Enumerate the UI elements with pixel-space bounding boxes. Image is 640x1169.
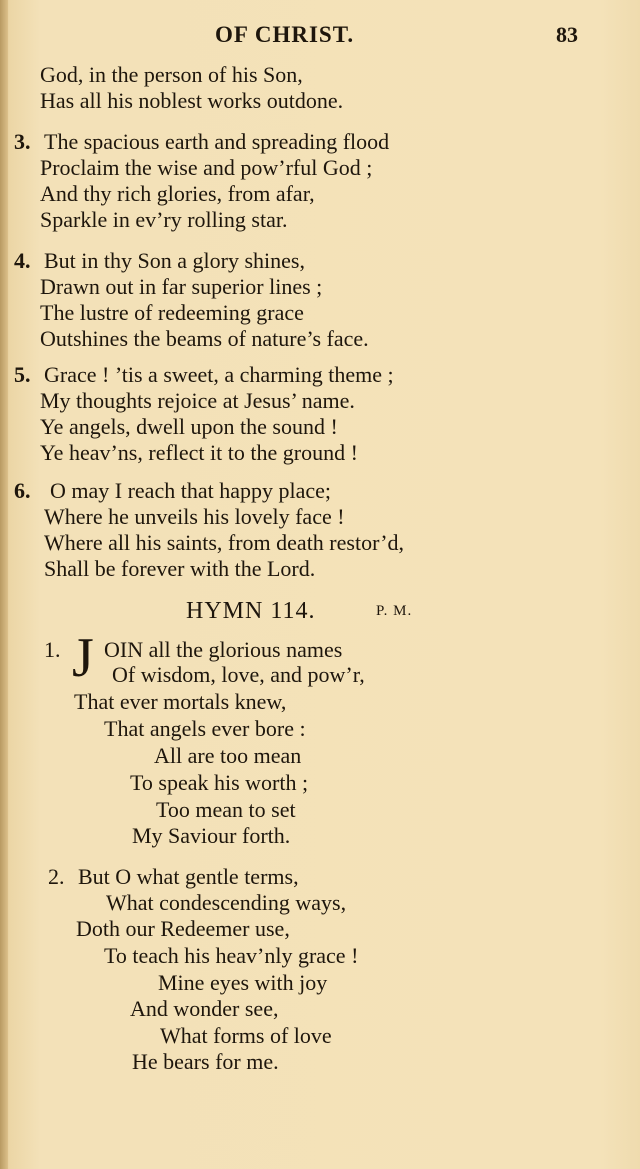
verse-line: OIN all the glorious names <box>104 637 343 662</box>
verse-line: O may I reach that happy place; <box>50 478 331 503</box>
verse-line: Of wisdom, love, and pow’r, <box>112 662 365 687</box>
verse-line: Ye angels, dwell upon the sound ! <box>40 414 338 439</box>
verse-line: Mine eyes with joy <box>158 970 328 995</box>
verse-line: But in thy Son a glory shines, <box>44 248 305 273</box>
verse-line: Doth our Redeemer use, <box>76 916 290 941</box>
hymn-title: HYMN 114. <box>186 598 316 624</box>
verse-line: That ever mortals knew, <box>74 689 287 714</box>
page-number: 83 <box>556 22 578 47</box>
drop-cap: J <box>72 627 94 689</box>
verse-line: My Saviour forth. <box>132 823 291 848</box>
stanza-number: 6. <box>14 478 31 503</box>
verse-line: Where all his saints, from death restor’d, <box>44 530 405 555</box>
verse-line: Ye heav’ns, reflect it to the ground ! <box>40 440 358 465</box>
verse-line: What condescending ways, <box>106 890 347 915</box>
verse-line: And thy rich glories, from afar, <box>40 181 315 206</box>
page-header <box>0 22 640 50</box>
running-title: OF CHRIST. <box>215 22 355 47</box>
verse-line: Has all his noblest works outdone. <box>40 88 344 113</box>
verse-line: To speak his worth ; <box>130 770 309 795</box>
verse-line: God, in the person of his Son, <box>40 62 303 87</box>
verse-line: And wonder see, <box>130 996 279 1021</box>
verse-line: Outshines the beams of nature’s face. <box>40 326 369 351</box>
verse-line: That angels ever bore : <box>104 716 306 741</box>
verse-line: The spacious earth and spreading flood <box>44 129 390 154</box>
verse-line: The lustre of redeeming grace <box>40 300 304 325</box>
verse-line: Shall be forever with the Lord. <box>44 556 316 581</box>
verse-line: To teach his heav’nly grace ! <box>104 943 359 968</box>
verse-line: Too mean to set <box>156 797 296 822</box>
verse-line: My thoughts rejoice at Jesus’ name. <box>40 388 355 413</box>
verse-line: Drawn out in far superior lines ; <box>40 274 323 299</box>
verse-line: Proclaim the wise and pow’rful God ; <box>40 155 373 180</box>
verse-line: Where he unveils his lovely face ! <box>44 504 345 529</box>
stanza-number: 4. <box>14 248 31 273</box>
verse-line: All are too mean <box>154 743 302 768</box>
verse-line: But O what gentle terms, <box>78 864 299 889</box>
page-gutter <box>0 0 8 1169</box>
verse-line: What forms of love <box>160 1023 332 1048</box>
stanza-number: 1. <box>44 637 61 662</box>
hymn-meter: P. M. <box>376 603 413 619</box>
verse-line: Sparkle in ev’ry rolling star. <box>40 207 288 232</box>
stanza-number: 2. <box>48 864 65 889</box>
verse-line: He bears for me. <box>132 1049 279 1074</box>
stanza-number: 3. <box>14 129 31 154</box>
verse-line: Grace ! ’tis a sweet, a charming theme ; <box>44 362 394 387</box>
stanza-number: 5. <box>14 362 31 387</box>
